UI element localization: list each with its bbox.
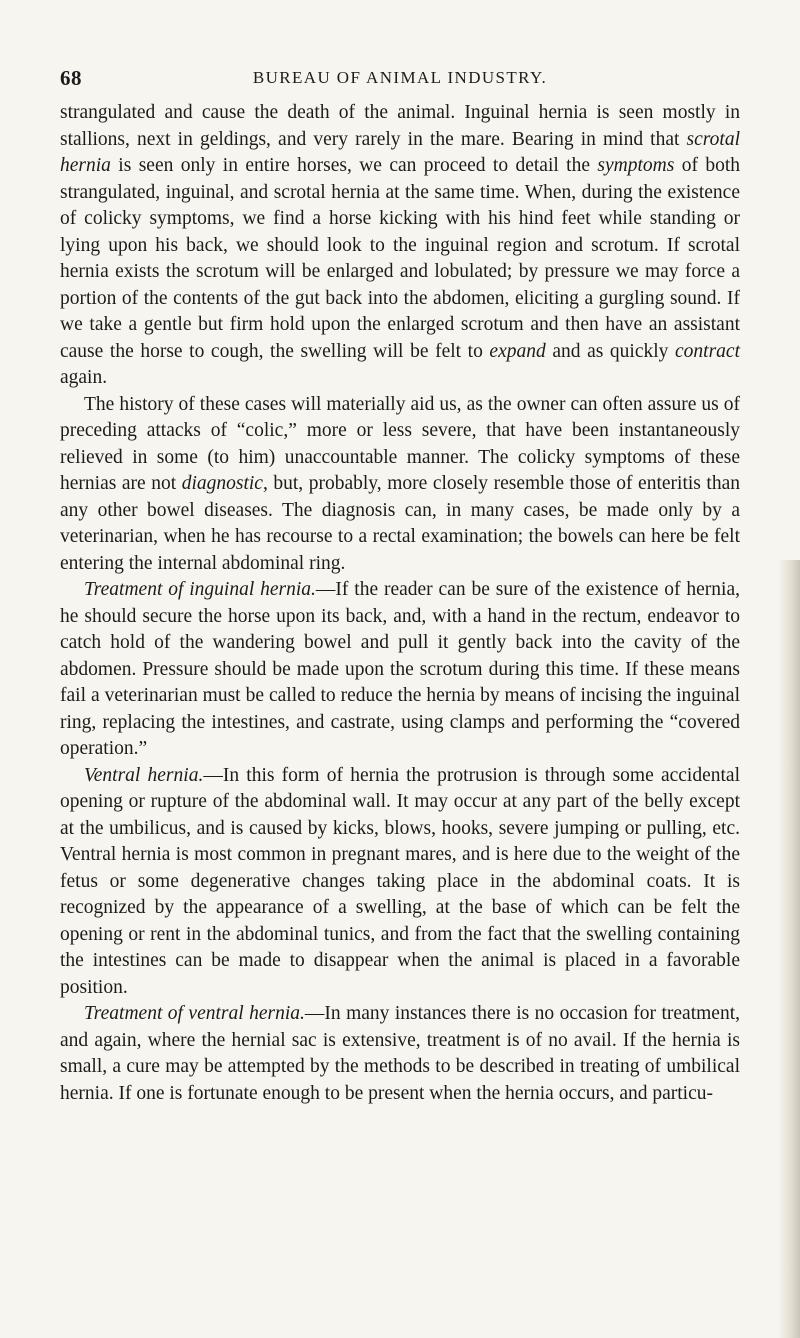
page-edge-shadow [778, 560, 800, 1338]
text-run: The history of these cases will materially aid us, as the owner can often assure us of preceding attacks of “colic,” more or less severe, that have been instantaneously relieved in some (to him) unaccountable manner. The colicky symptoms of these hernias are not [60, 393, 740, 494]
text-run: and as quickly [545, 340, 676, 362]
italic-term: scrotal hernia [60, 128, 740, 176]
running-head: BUREAU OF ANIMAL INDUSTRY. [252, 68, 548, 87]
paragraph-treatment-inguinal [60, 577, 740, 763]
text-run: again. [60, 367, 108, 388]
section-heading: Treatment of ventral hernia. [84, 1003, 305, 1024]
body-text [60, 100, 740, 1107]
text-run: of both strangulated, inguinal, and scrotal hernia at the same time. When, during the existence of colicky symptoms, we find a horse kicking with his hind feet while standing or lying upon his back, we should look to the inguinal region and scrotum. If scrotal hernia exists the scrotum will be enlarged and lobulated; by pressure we may force a portion of the contents of the gut back into the abdomen, eliciting a gurgling sound. If we take a gentle but firm hold upon the enlarged scrotum and then have an assistant cause the horse to cough, the swelling will be felt to [60, 155, 741, 362]
text-run: —If the reader can be sure of the existence of hernia, he should secure the horse upon its back, and, with a hand in the rectum, endeavor to catch hold of the wandering bowel and pull it gently back into the cavity of the abdomen. Pressure should be made upon the scrotum during this time. If these means fail a veterinarian must be called to reduce the hernia by means of incising the inguinal ring, replacing the intestines, and castrate, using clamps and performing the “covered operation.” [60, 579, 740, 759]
text-run: —In this form of hernia the protrusion is through some accidental opening or rupture of the abdominal wall. It may occur at any part of the belly except at the umbilicus, and is caused by kicks, blows, hooks, severe jumping or pulling, etc. Ventral hernia is most common in pregnant mares, and is here due to the weight of the fetus or some degenerative changes taking place in the abdominal coats. It is recognized by the appearance of a swelling, at the base of which can be felt the opening or rent in the abdominal tunics, and from the fact that the swelling containing the intestines can be made to disappear when the animal is placed in a favorable position. [60, 764, 740, 998]
italic-term: symptoms [597, 155, 675, 176]
italic-term: expand [489, 340, 546, 362]
page-header [60, 66, 740, 96]
paragraph-treatment-ventral [60, 1001, 740, 1107]
text-run: strangulated and cause the death of the animal. Inguinal hernia is seen mostly in stallions, next in geldings, and very rarely in the mare. Bearing in mind that [60, 102, 740, 150]
paragraph-continued [60, 100, 740, 392]
paragraph-history [60, 392, 740, 578]
paragraph-ventral-hernia [60, 763, 740, 1002]
italic-term: contract [675, 340, 740, 362]
text-run: , but, probably, more closely resemble those of enteritis than any other bowel diseases. The diagnosis can, in many cases, be made only by a veterinarian, when he has recourse to a rectal examination; the bowels can here be felt entering the internal abdominal ring. [60, 473, 740, 574]
text-run: is seen only in entire horses, we can proceed to detail the [110, 155, 598, 176]
page-number: 68 [60, 66, 82, 90]
text-run: —In many instances there is no occasion for treatment, and again, where the hernial sac is extensive, treatment is of no avail. If the hernia is small, a cure may be attempted by the methods to be described in treating of umbilical hernia. If one is fortunate enough to be present when the hernia occurs, and particu- [60, 1003, 740, 1104]
section-heading: Ventral hernia. [84, 764, 204, 786]
section-heading: Treatment of inguinal hernia. [84, 579, 316, 600]
italic-term: diagnostic [181, 473, 263, 494]
